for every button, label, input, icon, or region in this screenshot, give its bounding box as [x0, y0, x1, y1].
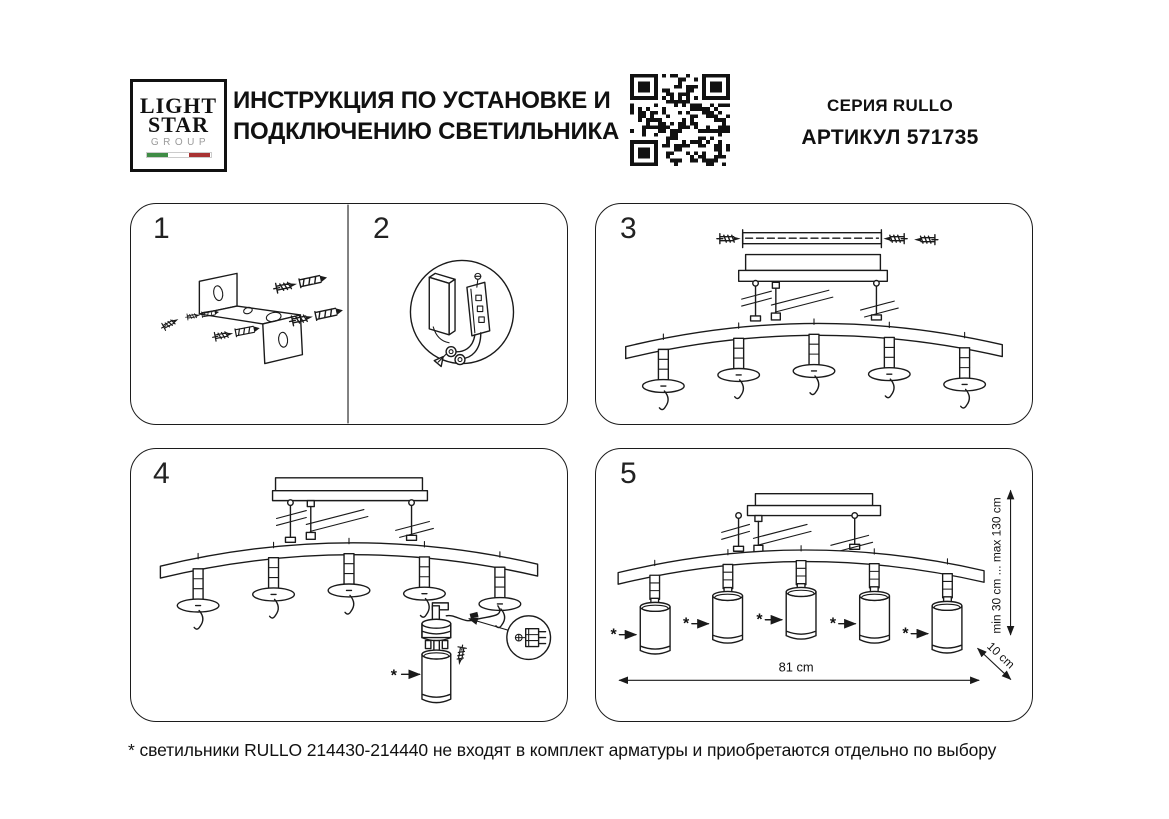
asterisk-mark: * [682, 615, 690, 633]
terminal-magnifier-circle [507, 616, 551, 660]
rod-break-marks [722, 524, 873, 552]
step-1-number: 1 [153, 212, 170, 245]
series-label: СЕРИЯ RULLO [827, 96, 953, 115]
shade-cylinder [422, 650, 451, 703]
shade-cylinder [902, 601, 962, 653]
rod-break-marks [742, 290, 899, 317]
shade-cylinder [610, 602, 670, 654]
asterisk-mark: * [610, 626, 617, 644]
wiring-detail-circle [410, 260, 513, 366]
step-3-number: 3 [620, 212, 637, 245]
qr-code-icon [630, 74, 730, 166]
height-dimension [990, 491, 1011, 635]
width-dimension [619, 659, 978, 680]
footnote: * светильники RULLO 214430-214440 не входят в комплект арматуры и приобретаются отдельно по выбору [128, 740, 997, 760]
panel-steps-1-2 [130, 203, 568, 425]
logo-word-group: GROUP [150, 136, 211, 148]
step-3-illustration [596, 204, 1032, 424]
mounting-bracket-drawing [160, 273, 344, 364]
screw-icon [160, 316, 181, 332]
asterisk-mark: * [390, 667, 397, 685]
panel-step-3 [595, 203, 1033, 425]
lamp-socket [422, 619, 451, 650]
depth-dimension [978, 639, 1018, 679]
step-4-number: 4 [153, 457, 170, 490]
shade-cylinder [683, 591, 743, 643]
logo-flag-stripe [146, 152, 212, 158]
asterisk-mark: * [756, 611, 763, 629]
lamp-connection-detail [391, 603, 551, 703]
anchor-screw-icon [273, 273, 328, 294]
title-line-1: ИНСТРУКЦИЯ ПО УСТАНОВКЕ И [233, 87, 611, 114]
document-title [233, 85, 619, 147]
canopy [739, 255, 888, 282]
width-dimension-label: 81 cm [778, 659, 814, 675]
ceiling-plate [717, 230, 938, 248]
suspension-rods [722, 513, 873, 553]
shade-cylinder [830, 591, 890, 643]
flag-green [147, 153, 168, 157]
asterisk-mark: * [902, 625, 909, 643]
depth-dimension-label: 10 cm [984, 639, 1018, 672]
title-line-2: ПОДКЛЮЧЕНИЮ СВЕТИЛЬНИКА [233, 118, 620, 145]
suspension-rods [277, 500, 434, 542]
curved-rail-with-holders [160, 538, 537, 629]
screw-icon [455, 644, 467, 665]
flag-white [168, 153, 189, 157]
article-label: АРТИКУЛ 571735 [801, 126, 979, 149]
screw-icon [883, 234, 907, 244]
height-dimension-label: min 30 cm ... max 130 cm [989, 497, 1004, 634]
wire-plug [470, 612, 479, 619]
panel-step-5 [595, 448, 1033, 722]
rod-break-marks [277, 510, 434, 538]
screw-icon [914, 235, 938, 245]
screw-icon [717, 234, 741, 244]
logo-word-light: LIGHT [139, 92, 218, 118]
asterisk-mark: * [829, 615, 837, 633]
step-5-number: 5 [620, 457, 637, 490]
step-4-illustration [131, 449, 567, 721]
series-article-block [778, 96, 1002, 150]
panel-step-4 [130, 448, 568, 722]
curved-rail-with-holders [626, 319, 1003, 410]
lightstar-logo [130, 79, 227, 172]
canopy [747, 494, 880, 516]
canopy [273, 478, 428, 501]
suspension-rods [742, 281, 899, 321]
logo-word-star: STAR [147, 111, 210, 137]
flag-red [189, 153, 210, 157]
anchor-screw-icon [212, 324, 261, 342]
steps-1-2-illustration [131, 204, 567, 424]
step-5-illustration [596, 449, 1032, 721]
step-2-number: 2 [373, 212, 390, 245]
shade-cylinder [756, 587, 816, 639]
